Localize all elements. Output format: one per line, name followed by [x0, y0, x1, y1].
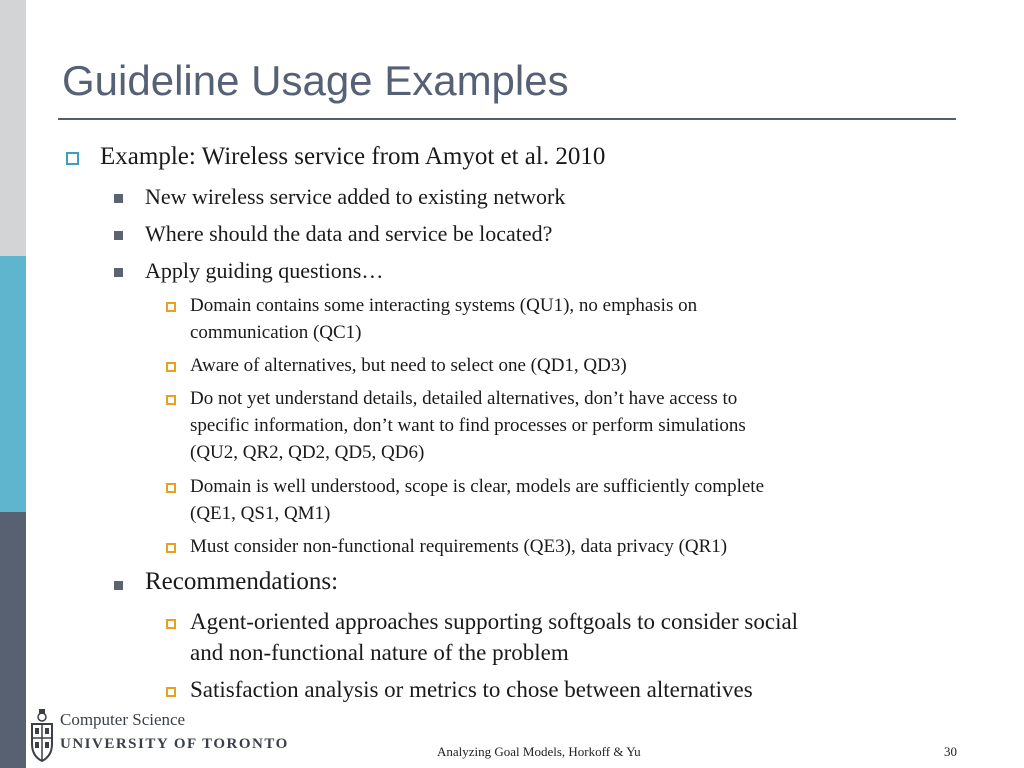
bullet-level2-text: New wireless service added to existing network — [145, 184, 566, 209]
bullet-level1-text: Example: Wireless service from Amyot et al. 2010 — [100, 143, 606, 170]
page-number: 30 — [944, 744, 957, 759]
bullet-square-orange-icon — [166, 362, 176, 372]
logo-university-text: UNIVERSITY OF TORONTO — [60, 736, 289, 752]
bullet-level3-text: Aware of alternatives, but need to select one (QD1, QD3) — [190, 355, 627, 376]
footer-caption: Analyzing Goal Models, Horkoff & Yu — [437, 744, 641, 759]
university-logo — [30, 706, 289, 764]
bullet-level2-text: Recommendations: — [145, 568, 339, 595]
slide-title: Guideline Usage Examples — [62, 57, 569, 104]
bullet-level3-text: Do not yet understand details, detailed alternatives, don’t have access to specific information, don’t want to find processes or perform simulations (QU2, QR2, QD2, QD5, QD6) — [190, 388, 746, 463]
bullet-square-filled-icon — [114, 581, 123, 590]
bullet-level3-text: Domain is well understood, scope is clear, models are sufficiently complete (QE1, QS1, QM1) — [190, 476, 765, 524]
bullet-level3-text: Satisfaction analysis or metrics to chose between alternatives — [190, 677, 753, 702]
bullet-level2-text: Apply guiding questions… — [145, 258, 384, 283]
bullet-level3-text: Domain contains some interacting systems (QU1), no emphasis on communication (QC1) — [190, 295, 698, 343]
bullet-square-filled-icon — [114, 194, 123, 203]
bullet-square-filled-icon — [114, 268, 123, 277]
university-crest-icon — [30, 708, 54, 762]
bullet-square-orange-icon — [166, 395, 176, 405]
bullet-square-orange-icon — [166, 543, 176, 553]
bullet-square-orange-icon — [166, 302, 176, 312]
bullet-square-filled-icon — [114, 231, 123, 240]
bullet-level3-text: Agent-oriented approaches supporting softgoals to consider social and non-functional nature of the problem — [190, 609, 799, 665]
bullet-square-hollow-icon — [66, 152, 79, 165]
bullet-square-orange-icon — [166, 483, 176, 493]
bullet-level2-text: Where should the data and service be located? — [145, 221, 553, 246]
bullet-square-orange-icon — [166, 687, 176, 697]
logo-department-text: Computer Science — [60, 710, 186, 729]
bullet-square-orange-icon — [166, 619, 176, 629]
bullet-level3-text: Must consider non-functional requirements (QE3), data privacy (QR1) — [190, 536, 728, 557]
